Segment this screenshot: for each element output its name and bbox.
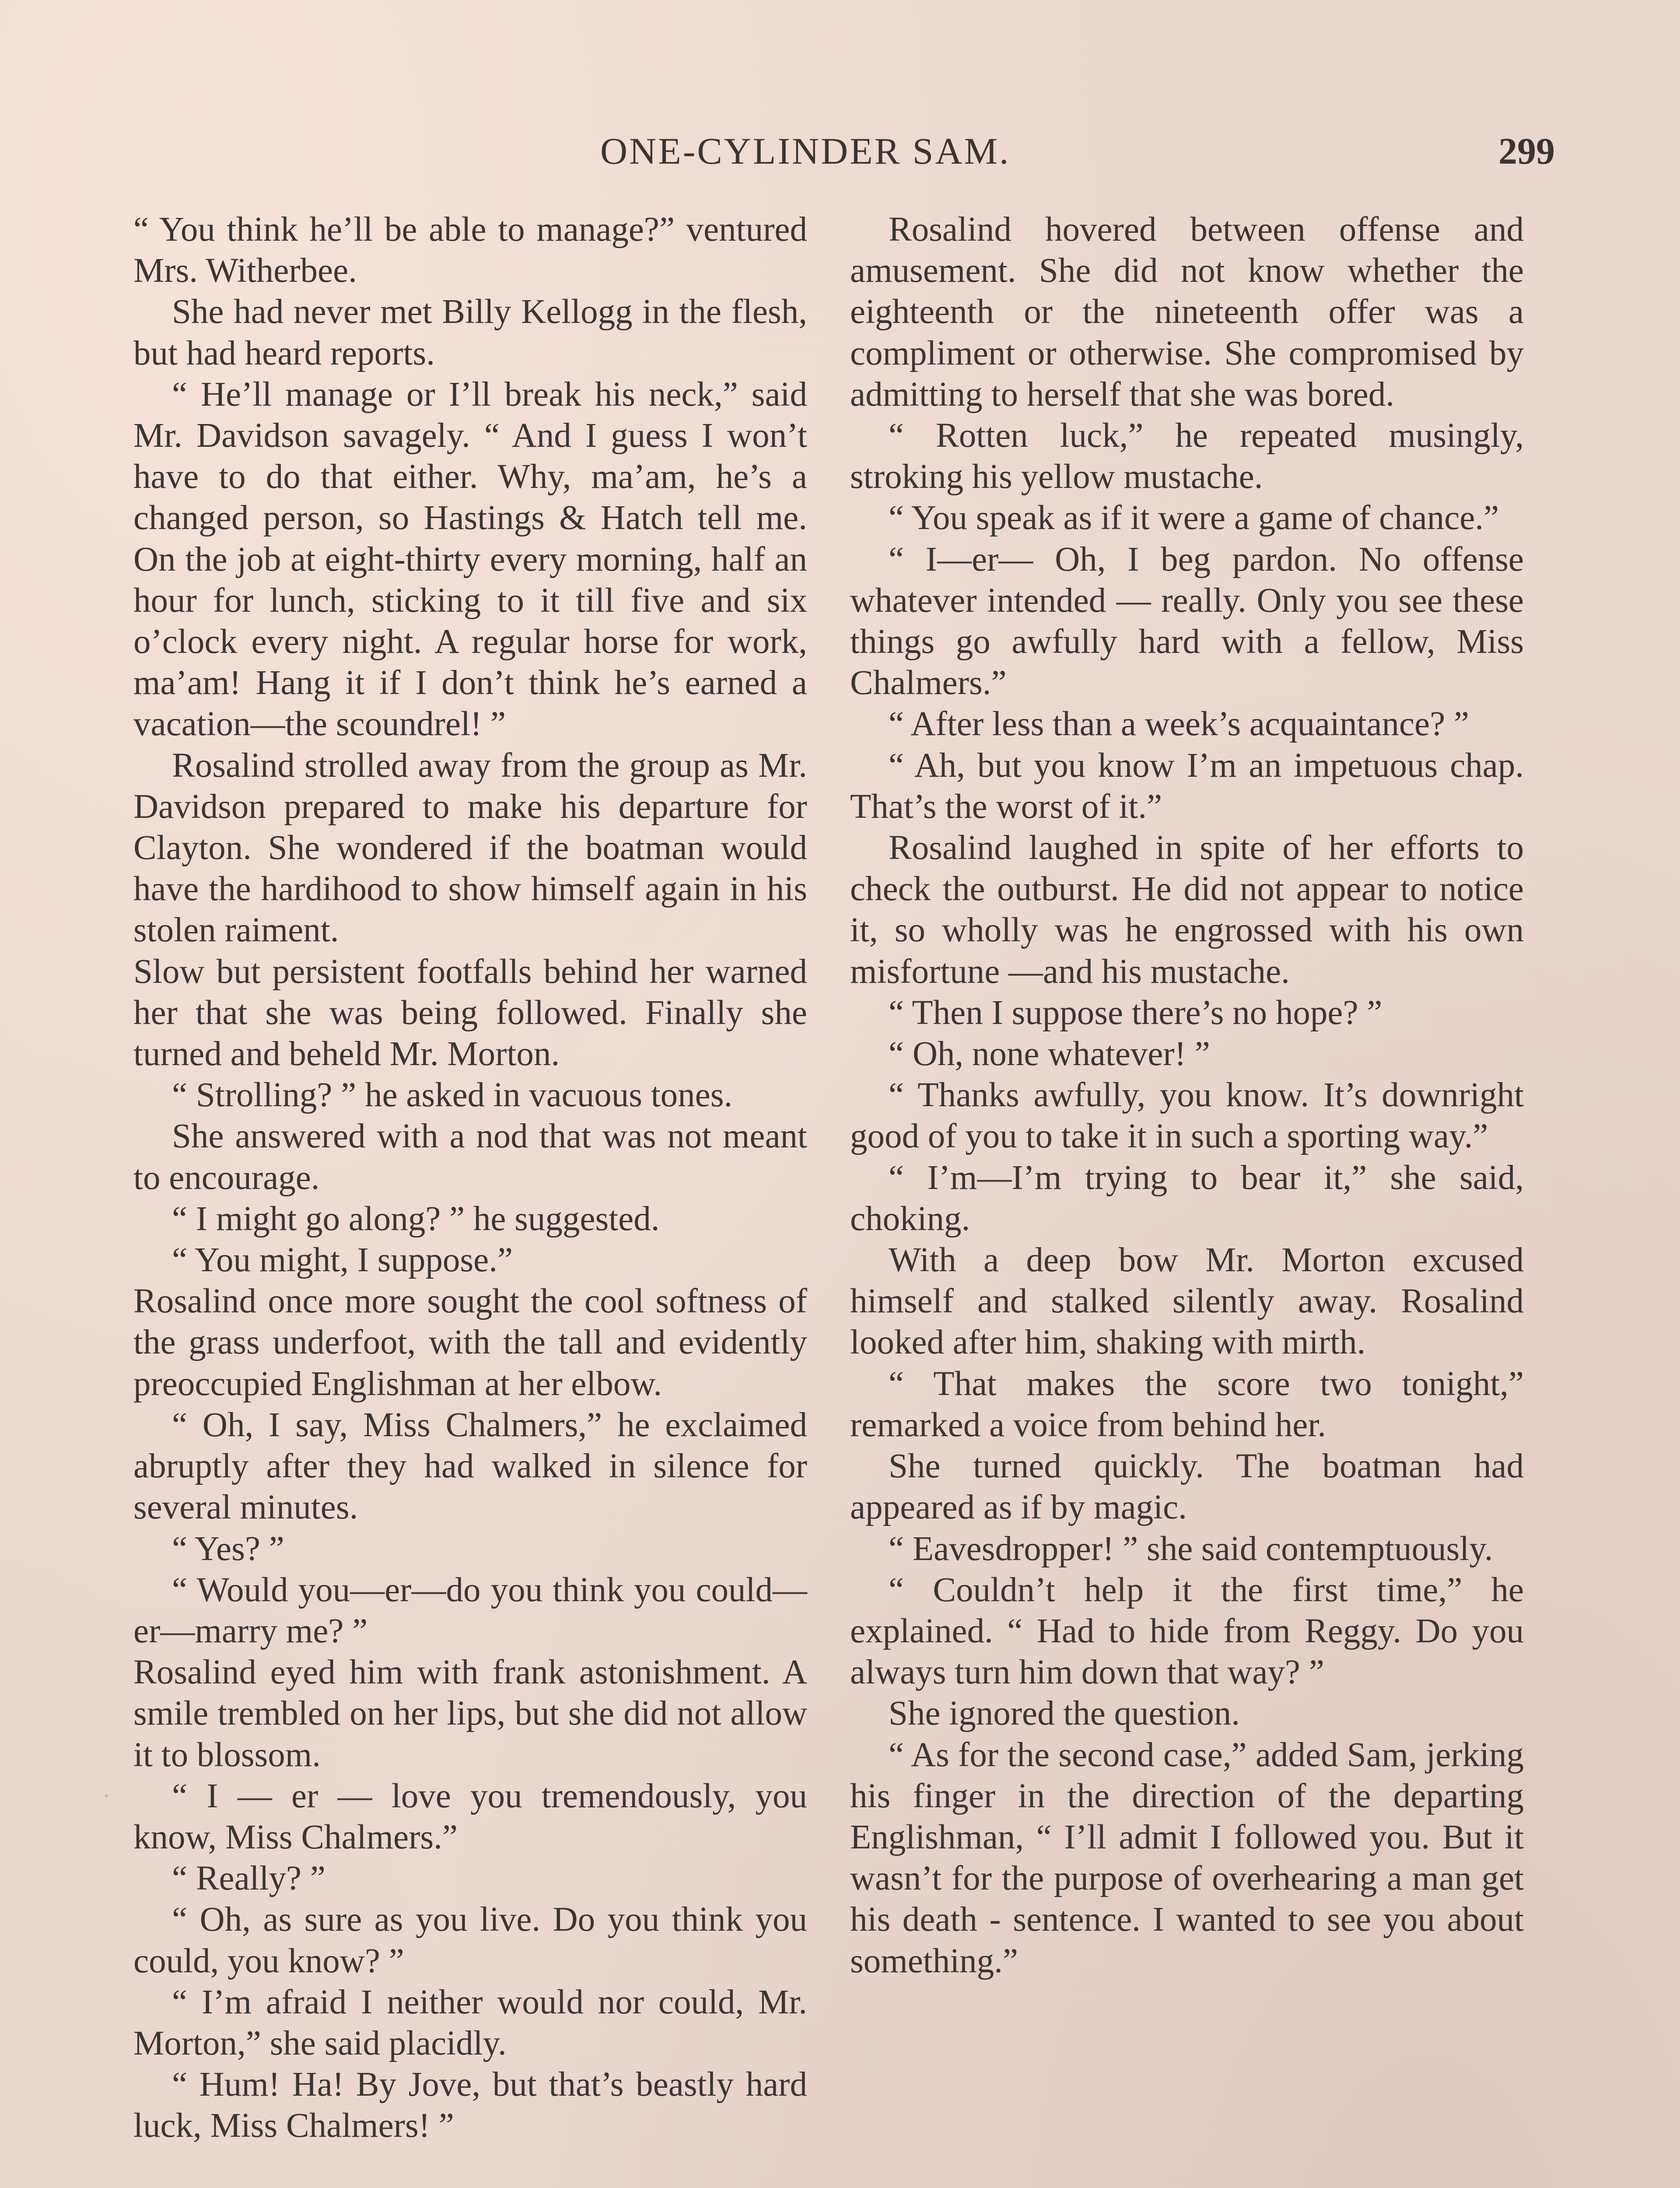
paragraph: “ Then I suppose there’s no hope? ” (889, 993, 1382, 1032)
paragraph: Rosalind eyed him with frank astonishment. A smile trembled on her lips, but she did not allow it to blossom. (133, 1653, 807, 1774)
paragraph: Rosalind once more sought the cool softness of the grass underfoot, with the tall and evidently preoccupied Englishman at her elbow. (133, 1282, 807, 1403)
paragraph: “ I’m afraid I neither would nor could, Mr. Morton,” she said placidly. (133, 1983, 807, 2062)
paragraph: “ I’m—I’m trying to bear it,” she said, choking. (850, 1158, 1524, 1238)
running-title: ONE-CYLINDER SAM. (600, 130, 1011, 172)
paragraph: She had never met Billy Kellogg in the flesh, but had heard reports. (133, 293, 807, 372)
paragraph: “ I might go along? ” he suggested. (172, 1199, 660, 1238)
paragraph: “ Oh, as sure as you live. Do you think you could, you know? ” (133, 1900, 807, 1980)
paragraph: Rosalind strolled away from the group as Mr. Davidson prepared to make his departure for Clayton. She wondered if the boatman would have the hardihood to show himself again in his stolen raiment. (133, 746, 807, 950)
paragraph: “ Yes? ” (172, 1529, 284, 1568)
paragraph: “ As for the second case,” added Sam, jerking his finger in the direction of the departing Englishman, “ I’ll admit I followed you. But it wasn’t for the purpose of overhearing a man get his death - sentence. I wanted to see you about something.” (850, 1736, 1524, 1980)
paragraph: Slow but persistent footfalls behind her warned her that she was being followed. Finally she turned and beheld Mr. Morton. (133, 952, 807, 1073)
paragraph: “ You think he’ll be able to manage?” ventured Mrs. Witherbee. (133, 210, 807, 290)
paragraph: “ Really? ” (172, 1859, 326, 1898)
paragraph: “ I — er — love you tremendously, you know, Miss Chalmers.” (133, 1777, 807, 1856)
paragraph: “ Eavesdropper! ” she said contemptuously. (889, 1529, 1493, 1568)
paragraph: “ After less than a week’s acquaintance? ” (889, 705, 1469, 743)
paragraph: “ You might, I suppose.” (172, 1241, 513, 1280)
paragraph: With a deep bow Mr. Morton excused himself and stalked silently away. Rosalind looked after him, shaking with mirth. (850, 1241, 1524, 1362)
paragraph: “ Couldn’t help it the first time,” he explained. “ Had to hide from Reggy. Do you always turn him down that way? ” (850, 1571, 1524, 1692)
paragraph: She answered with a nod that was not meant to encourage. (133, 1117, 807, 1197)
paragraph: “ That makes the score two tonight,” remarked a voice from behind her. (850, 1364, 1524, 1444)
page-number: 299 (1498, 130, 1555, 172)
paragraph: “ He’ll manage or I’ll break his neck,” said Mr. Davidson savagely. “ And I guess I won’t have to do that either. Why, ma’am, he’s a changed person, so Hastings & Hatch tell me. On the job at eight-thirty every morning, half an hour for lunch, sticking to it till five and six o’clock every night. A regular horse for work, ma’am! Hang it if I don’t think he’s earned a vacation—the scoundrel! ” (133, 375, 807, 743)
paragraph: “ Thanks awfully, you know. It’s downright good of you to take it in such a sporting way.” (850, 1076, 1524, 1156)
paragraph: “ Strolling? ” he asked in vacuous tones. (172, 1076, 733, 1115)
paragraph: “ Would you—er—do you think you could—er—marry me? ” (133, 1571, 807, 1650)
paragraph: “ Oh, none whatever! ” (889, 1035, 1210, 1073)
paragraph: Rosalind hovered between offense and amusement. She did not know whether the eighteenth or the nineteenth offer was a compliment or otherwise. She compromised by admitting to herself that she was bored. (850, 210, 1524, 414)
paragraph: “ Hum! Ha! By Jove, but that’s beastly hard luck, Miss Chalmers! ” (133, 2065, 807, 2145)
paragraph: “ Oh, I say, Miss Chalmers,” he exclaimed abruptly after they had walked in silence for several minutes. (133, 1406, 807, 1527)
paragraph: She ignored the question. (889, 1694, 1240, 1733)
left-column (133, 209, 807, 2147)
paragraph: “ You speak as if it were a game of chance.” (889, 499, 1499, 537)
paragraph: She turned quickly. The boatman had appeared as if by magic. (850, 1447, 1524, 1527)
paragraph: Rosalind laughed in spite of her efforts to check the outburst. He did not appear to notice it, so wholly was he engrossed with his own misfortune —and his mustache. (850, 829, 1524, 991)
right-column (850, 209, 1524, 1982)
paragraph: “ I—er— Oh, I beg pardon. No offense whatever intended — really. Only you see these things go awfully hard with a fellow, Miss Chalmers.” (850, 540, 1524, 702)
paragraph: “ Ah, but you know I’m an impetuous chap. That’s the worst of it.” (850, 746, 1524, 826)
paragraph: “ Rotten luck,” he repeated musingly, stroking his yellow mustache. (850, 417, 1524, 496)
paper-speck (105, 1794, 108, 1797)
